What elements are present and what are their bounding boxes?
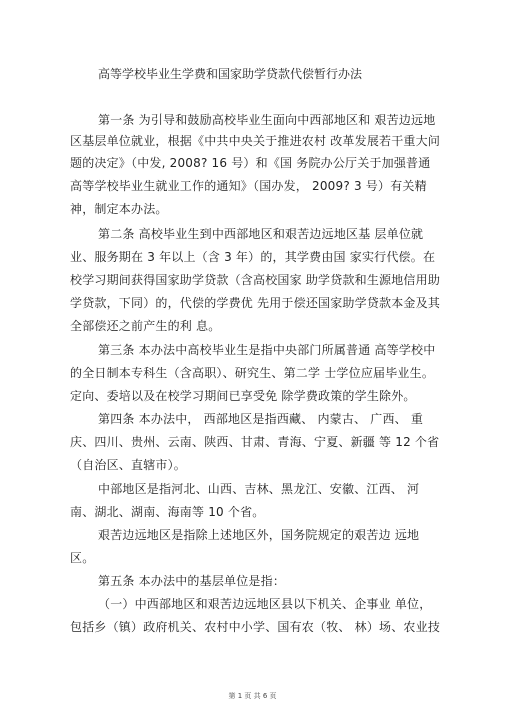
text-line: 庆、四川、贵州、云南、陕西、甘肃、青海、宁夏、新疆 等 12 个省	[70, 435, 440, 449]
text-line: 全部偿还之前产生的利 息。	[70, 319, 221, 333]
text-line: 第二条 高校毕业生到中西部地区和艰苦边远地区基 层单位就	[98, 227, 424, 241]
page-footer: 第 1 页 共 6 页	[228, 692, 277, 700]
text-line: 定向、委培以及在校学习期间已享受免 除学费政策的学生除外。	[70, 389, 416, 403]
document-title: 高等学校毕业生学费和国家助学贷款代偿暂行办法	[98, 67, 363, 81]
text-line: 学贷款，下同）的，代偿的学费优 先用于偿还国家助学贷款本金及其	[70, 296, 441, 310]
text-line: 校学习期间获得国家助学贷款（含高校国家 助学贷款和生源地信用助	[70, 273, 441, 287]
text-line: 中部地区是指河北、山西、吉林、黑龙江、安徽、江西、 河	[98, 482, 420, 496]
text-line: 业、服务期在 3 年以上（含 3 年）的，其学费由国 家实行代偿。在	[70, 250, 436, 264]
text-line: 艰苦边远地区是指除上述地区外，国务院规定的艰苦边 远地	[98, 528, 420, 542]
text-line: 神，制定本办法。	[70, 202, 168, 216]
text-line: 高等学校毕业生就业工作的通知》（国办发， 2009? 3 号）有关精	[70, 179, 427, 193]
text-line: 南、湖北、湖南、海南等 10 个省。	[70, 505, 265, 519]
text-line: （一）中西部地区和艰苦边远地区县以下机关、企事业 单位，	[98, 597, 432, 611]
text-line: 第四条 本办法中， 西部地区是指西藏、 内蒙古、 广西、 重	[98, 412, 424, 426]
text-line: 区基层单位就业，根据《中共中央关于推进农村 改革发展若干重大问	[70, 134, 441, 148]
text-line: 第三条 本办法中高校毕业生是指中央部门所属普通 高等学校中	[98, 343, 436, 357]
text-line: 第五条 本办法中的基层单位是指：	[98, 574, 286, 588]
text-line: 第一条 为引导和鼓励高校毕业生面向中西部地区和 艰苦边远地	[98, 113, 436, 127]
text-line: 区。	[70, 551, 95, 565]
text-line: 的全日制本专科生（含高职）、研究生、第二学 士学位应届毕业生。	[70, 366, 435, 380]
text-line: 题的决定》（中发, 2008? 16 号）和《国 务院办公厅关于加强普通	[70, 156, 431, 170]
text-line: 包括乡（镇）政府机关、农村中小学、国有农（牧、 林）场、农业技	[70, 620, 441, 634]
text-line: （自治区、直辖市）。	[70, 458, 187, 472]
